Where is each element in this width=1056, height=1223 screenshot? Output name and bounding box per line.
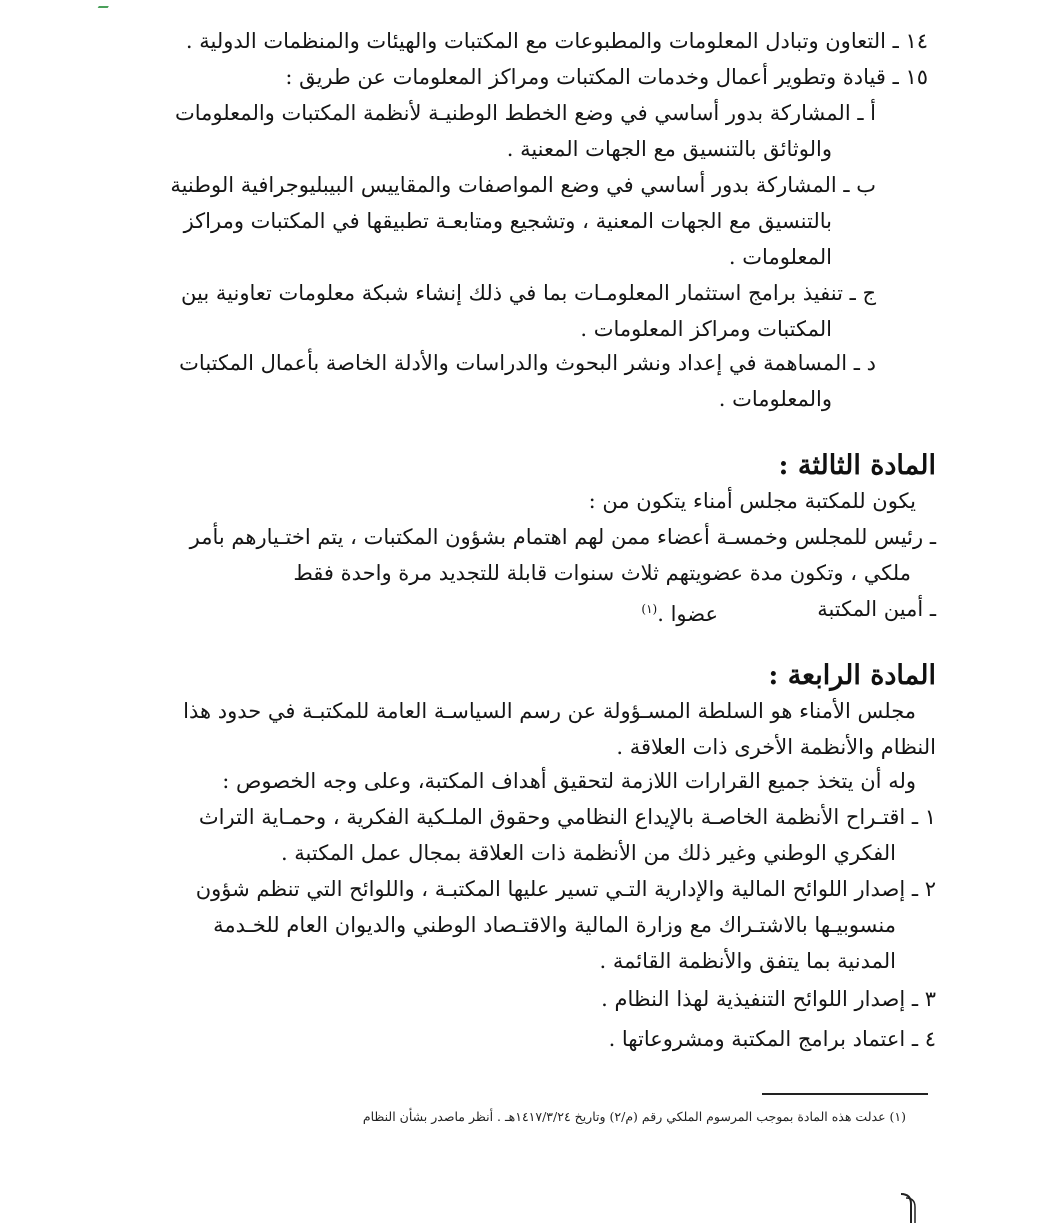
article-4-heading: المادة الرابعة :: [768, 660, 936, 691]
item-14-line: ١٤ ـ التعاون وتبادل المعلومات والمطبوعات مع المكتبات والهيئات والمنظمات الدولية .: [185, 29, 928, 53]
article-4-item-1-line-1: ١ ـ اقتـراح الأنظمة الخاصـة بالإيداع النظامي وحقوق الملـكية الفكرية ، وحمـاية التراث: [198, 805, 936, 829]
item-15-d-line-1: د ـ المساهمة في إعداد ونشر البحوث والدراسات والأدلة الخاصة بأعمال المكتبات: [179, 351, 876, 375]
item-15-intro: ١٥ ـ قيادة وتطوير أعمال وخدمات المكتبات ومراكز المعلومات عن طريق :: [285, 65, 928, 89]
item-15-d-line-2: والمعلومات .: [718, 387, 832, 411]
article-4-item-1-line-2: الفكري الوطني وغير ذلك من الأنظمة ذات العلاقة بمجال عمل المكتبة .: [280, 841, 896, 865]
article-3-member-1-line-1: ـ رئيس للمجلس وخمسـة أعضاء ممن لهم اهتمام بشؤون المكتبات ، يتم اختـيارهم بأمر: [189, 525, 936, 549]
article-4-p2: وله أن يتخذ جميع القرارات اللازمة لتحقيق أهداف المكتبة، وعلى وجه الخصوص :: [222, 769, 916, 793]
article-4-item-2-line-2: منسوبيـها بالاشتـراك مع وزارة المالية والاقتـصاد الوطني والديوان العام للخـدمة: [213, 913, 896, 937]
article-4-item-2-line-1: ٢ ـ إصدار اللوائح المالية والإدارية التـي تسير عليها المكتبـة ، واللوائح التي تنظم شؤون: [195, 877, 936, 901]
corner-mark: [98, 0, 113, 8]
footnote-ref: (١): [641, 602, 658, 616]
article-3-member-1-line-2: ملكي ، وتكون مدة عضويتهم ثلاث سنوات قابلة للتجديد مرة واحدة فقط: [293, 561, 911, 585]
article-4-item-3: ٣ ـ إصدار اللوائح التنفيذية لهذا النظام .: [601, 987, 936, 1011]
item-15-b-line-1: ب ـ المشاركة بدور أساسي في وضع المواصفات والمقاييس البيبليوجرافية الوطنية: [170, 173, 876, 197]
article-3-member-2-role: [637, 594, 718, 629]
article-4-item-4: ٤ ـ اعتماد برامج المكتبة ومشروعاتها .: [608, 1027, 936, 1051]
article-3-member-2-title: ـ أمين المكتبة: [817, 597, 936, 621]
article-3-member-2-role-text: عضوا .: [657, 602, 718, 626]
item-15-c-line-1: ج ـ تنفيذ برامج استثمار المعلومـات بما في ذلك إنشاء شبكة معلومات تعاونية بين: [181, 281, 876, 305]
item-15-a-line-2: والوثائق بالتنسيق مع الجهات المعنية .: [506, 137, 832, 161]
footnote-text: (١) عدلت هذه المادة بموجب المرسوم الملكي رقم (م/٢) وتاريخ ١٤١٧/٣/٢٤هـ . أنظر ماصدر بشأن النظام: [362, 1109, 906, 1124]
article-3-heading: المادة الثالثة :: [778, 450, 936, 481]
item-15-a-line-1: أ ـ المشاركة بدور أساسي في وضع الخطط الوطنيـة لأنظمة المكتبات والمعلومات: [174, 101, 876, 125]
article-4-item-2-line-3: المدنية بما يتفق والأنظمة القائمة .: [599, 949, 896, 973]
item-15-b-line-3: المعلومات .: [728, 245, 832, 269]
item-15-b-line-2: بالتنسيق مع الجهات المعنية ، وتشجيع ومتابعـة تطبيقها في المكتبات ومراكز: [183, 209, 832, 233]
article-4-p1-line-2: النظام والأنظمة الأخرى ذات العلاقة .: [616, 735, 936, 759]
footnote-divider: [762, 1093, 928, 1095]
article-3-intro: يكون للمكتبة مجلس أمناء يتكون من :: [588, 489, 916, 513]
item-15-c-line-2: المكتبات ومراكز المعلومات .: [580, 317, 832, 341]
article-4-p1-line-1: مجلس الأمناء هو السلطة المسـؤولة عن رسم السياسـة العامة للمكتبـة في حدود هذا: [183, 699, 916, 723]
page-edge-mark: [899, 1192, 919, 1223]
